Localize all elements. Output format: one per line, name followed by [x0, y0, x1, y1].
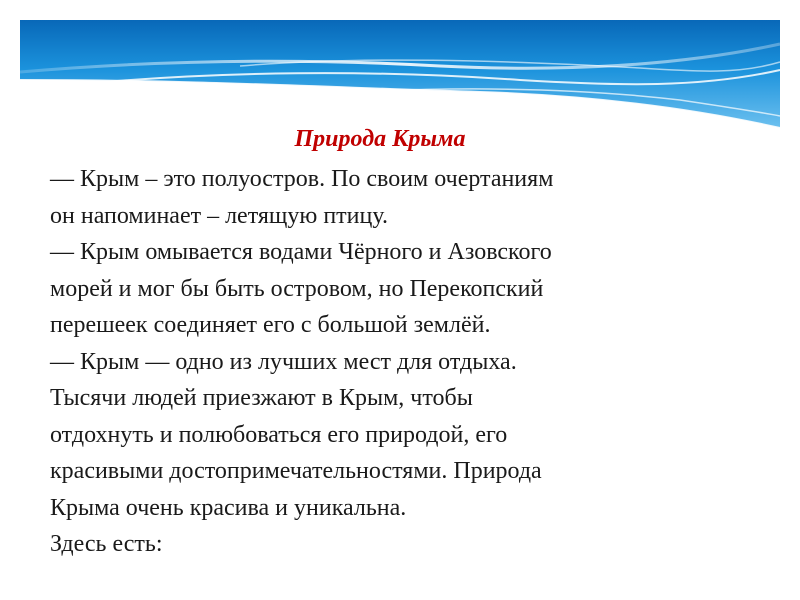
text-line: Тысячи людей приезжают в Крым, чтобы [50, 385, 473, 411]
text-line: Крыма очень красива и уникальна. [50, 494, 407, 521]
text-line: отдохнуть и полюбоваться его природой, его [50, 421, 508, 448]
text-line: перешеек соединяет его с большой землёй. [50, 312, 491, 338]
text-line: красивыми достопримечательностями. Природа [50, 458, 542, 484]
text-line: морей и мог бы быть островом, но Перекопский [50, 275, 544, 302]
slide-title: Природа Крыма [294, 126, 466, 152]
text-line: он напоминает – летящую птицу. [50, 202, 388, 229]
text-line: — Крым – это полуостров. По своим очертаниям [50, 166, 554, 192]
text-line: — Крым омывается водами Чёрного и Азовского [50, 239, 552, 265]
slide-body-text [50, 161, 750, 563]
text-line: — Крым — одно из лучших мест для отдыха. [50, 348, 517, 375]
text-line: Здесь есть: [50, 531, 163, 557]
